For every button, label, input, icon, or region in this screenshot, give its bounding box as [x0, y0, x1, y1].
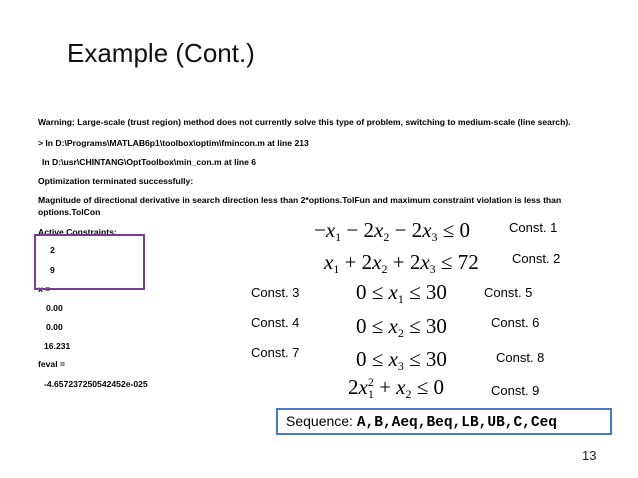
label-const-9: Const. 9 [491, 383, 540, 398]
label-const-4: Const. 4 [251, 315, 300, 330]
output-in-fmincon: > In D:\Programs\MATLAB6p1\toolbox\optim\fmincon.m at line 213 [38, 138, 309, 148]
equation-bound-x2: $0 \le x_2 \le 30$ [356, 314, 447, 340]
page-number: 13 [582, 448, 597, 463]
label-const-5: Const. 5 [484, 285, 533, 300]
output-x2: 0.00 [46, 322, 63, 332]
label-const-6: Const. 6 [491, 315, 540, 330]
label-const-7: Const. 7 [251, 345, 300, 360]
output-magnitude: Magnitude of directional derivative in search direction less than 2*options.TolFun and maximum constraint violation is less than [38, 195, 562, 205]
equation-const-9: $2x_1^2 + x_2 \le 0$ [348, 375, 445, 401]
output-x1: 0.00 [46, 303, 63, 313]
sequence-value: A,B,Aeq,Beq,LB,UB,C,Ceq [356, 415, 557, 431]
output-tolcon: options.TolCon [38, 207, 101, 217]
output-feval-value: -4.657237250542452e-025 [44, 379, 148, 389]
output-active-2: 2 [50, 245, 55, 255]
active-constraints-highlight [34, 234, 145, 290]
label-const-2: Const. 2 [512, 251, 561, 266]
output-active-constraints: Active Constraints: [38, 227, 117, 237]
label-const-1: Const. 1 [509, 220, 558, 235]
output-warning: Warning: Large-scale (trust region) method does not currently solve this type of problem, switching to medium-scale (line search). [38, 117, 571, 127]
sequence-box [276, 408, 612, 435]
output-x-label: x = [38, 284, 51, 294]
equation-const-1: $-x_1 - 2x_2 - 2x_3 \le 0$ [314, 218, 471, 244]
sequence-label: Sequence: [286, 413, 353, 429]
output-active-9: 9 [50, 265, 55, 275]
equation-bound-x3: $0 \le x_3 \le 30$ [356, 347, 447, 373]
equation-bound-x1: $0 \le x_1 \le 30$ [356, 280, 447, 306]
label-const-8: Const. 8 [496, 350, 545, 365]
equation-const-2: $x_1 + 2x_2 + 2x_3 \le 72$ [324, 250, 479, 276]
output-x3: 16.231 [44, 341, 71, 351]
output-terminated: Optimization terminated successfully: [38, 176, 194, 186]
label-const-3: Const. 3 [251, 285, 300, 300]
output-in-min-con: In D:\usr\CHINTANG\OptToolbox\min_con.m at line 6 [42, 157, 257, 167]
output-feval-label: feval = [38, 359, 65, 369]
slide-title: Example (Cont.) [67, 38, 255, 68]
